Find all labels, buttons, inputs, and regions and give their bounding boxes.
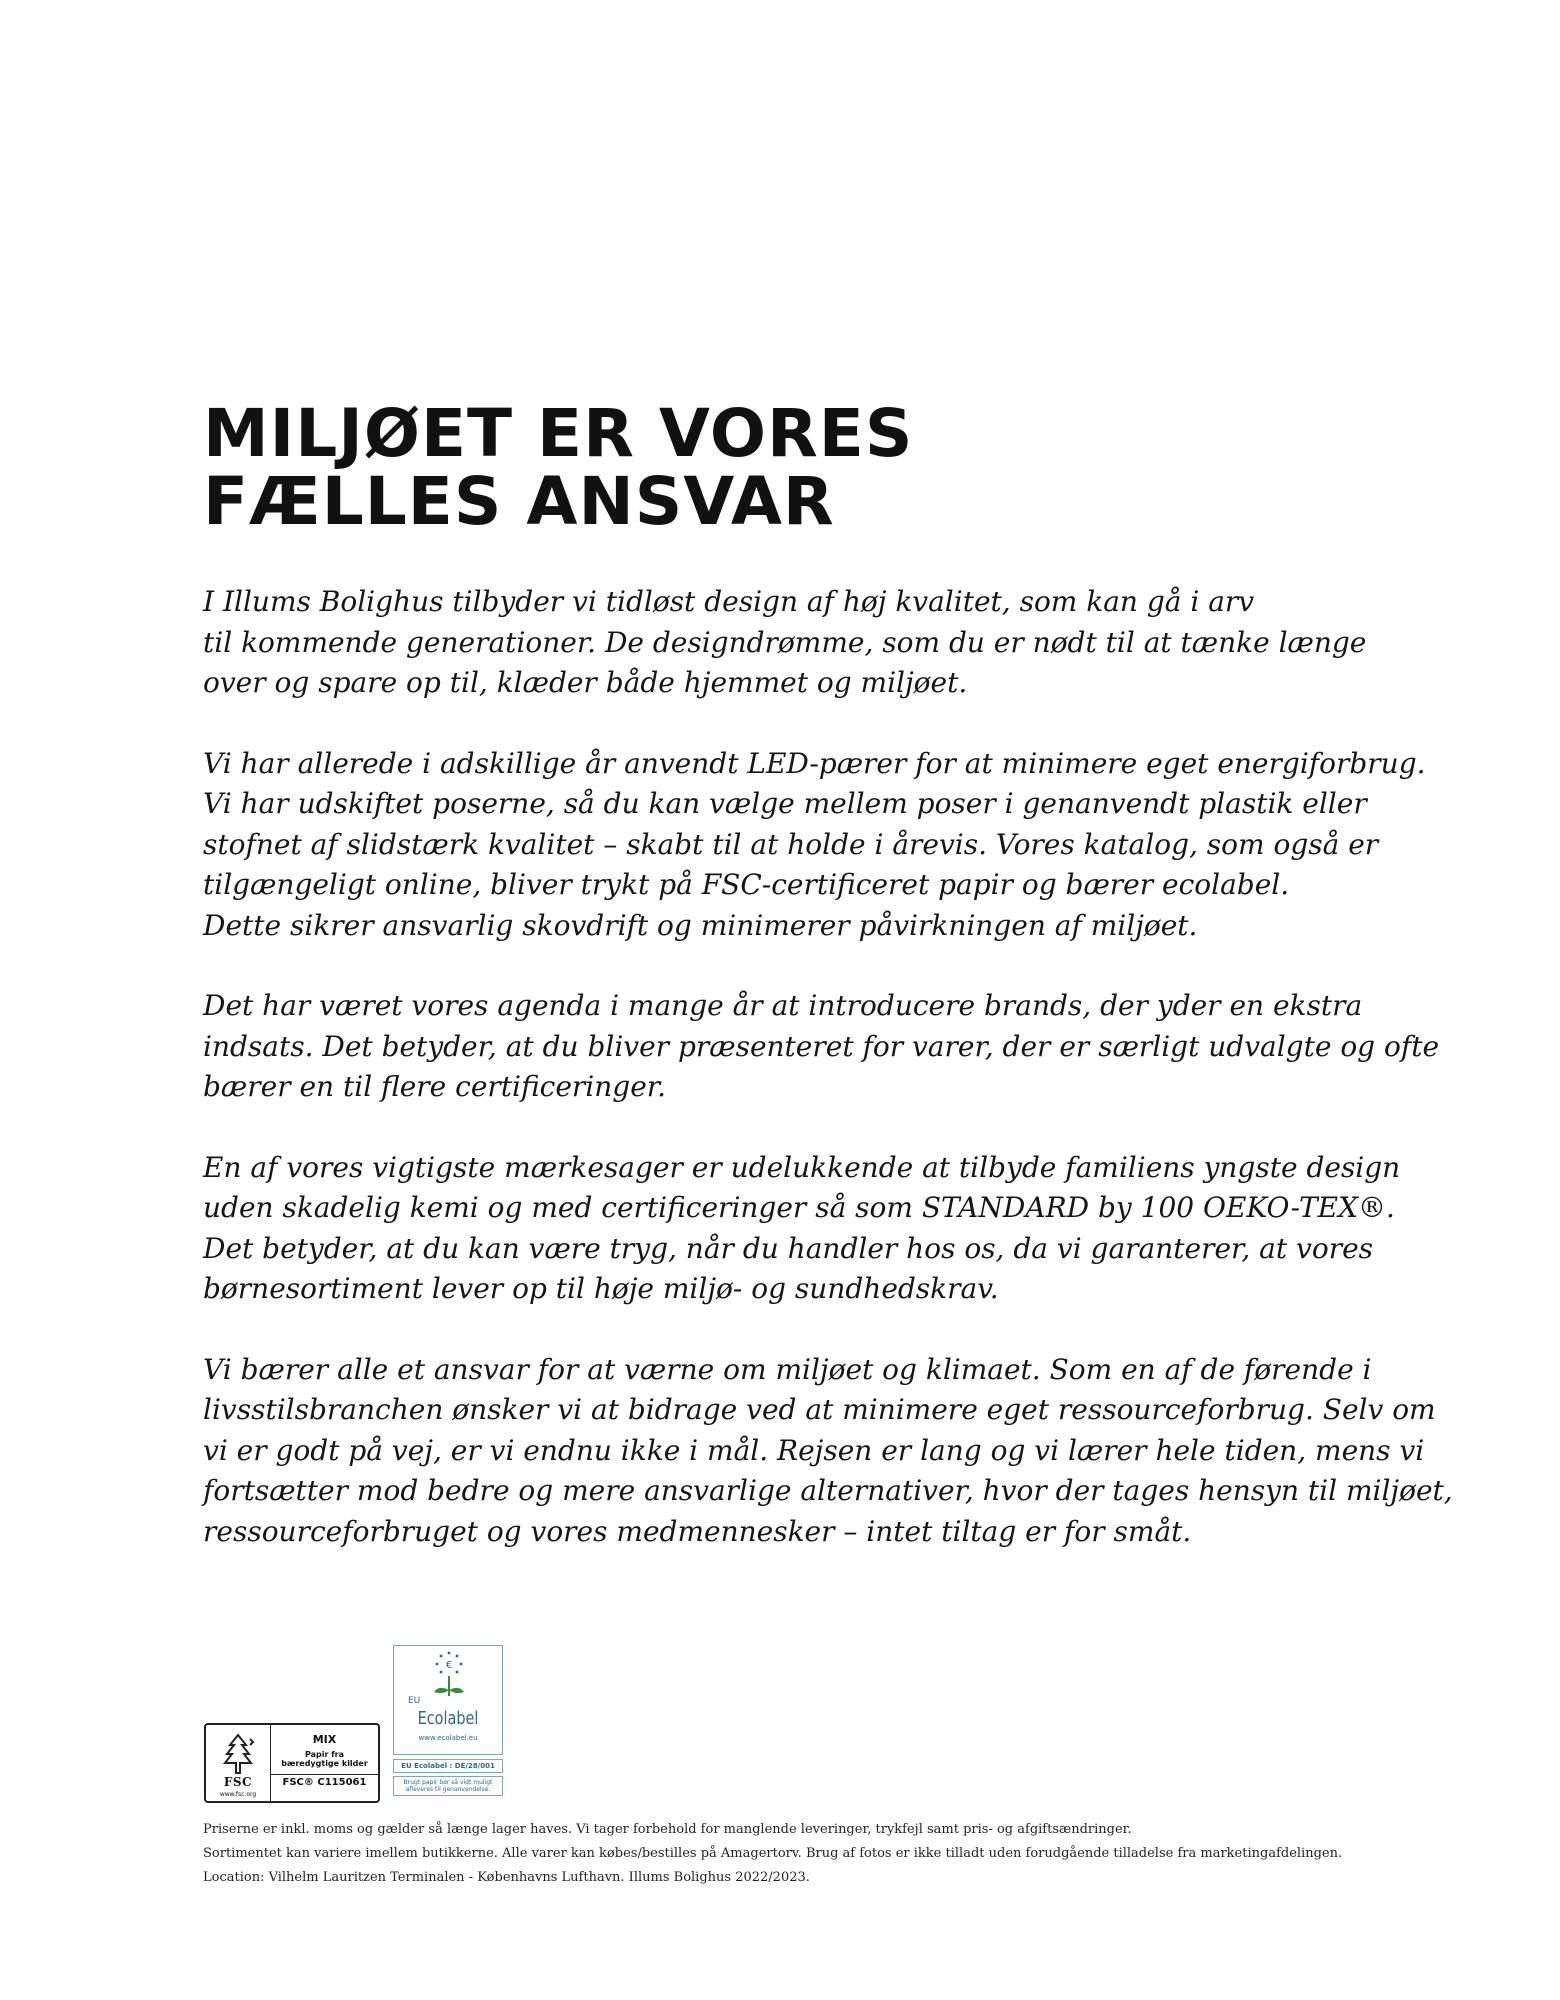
ecolabel-url: www.ecolabel.eu <box>418 1734 478 1742</box>
footer-line: Sortimentet kan variere imellem butikkerne. Alle varer kan købes/bestilles på Amagertorv. Brug af fotos er ikke tilladt uden forudgående tilladelse fra marketingafdelingen. <box>203 1846 1343 1861</box>
ecolabel-flower-icon <box>424 1650 474 1710</box>
paragraph-responsibility <box>203 1350 1453 1553</box>
paragraph-line: over og spare op til, klæder både hjemmet og miljøet. <box>203 666 968 699</box>
fsc-source <box>271 1750 378 1768</box>
footer-line: Priserne er inkl. moms og gælder så længe lager haves. Vi tager forbehold for manglende leveringer, trykfejl samt pris- og afgiftsændringer. <box>203 1822 1132 1837</box>
paragraph-line: Vi bærer alle et ansvar for at værne om miljøet og klimaet. Som en af de førende i <box>203 1352 1372 1386</box>
footer-line: Location: Vilhelm Lauritzen Terminalen - Københavns Lufthavn. Illums Bolighus 2022/2023. <box>203 1870 810 1885</box>
paragraph-line: Vi har allerede i adskillige år anvendt LED-pærer for at minimere eget energiforbrug. <box>203 746 1426 780</box>
page-title <box>203 395 1303 540</box>
paragraph-line: tilgængeligt online, bliver trykt på FSC-certificeret papir og bærer ecolabel. <box>203 868 1290 901</box>
paragraph-energy <box>203 744 1426 947</box>
fsc-tree-icon <box>214 1731 262 1779</box>
paragraph-line: uden skadelig kemi og med certificeringer så som STANDARD by 100 OEKO-TEX®. <box>203 1191 1395 1224</box>
footer-disclaimer <box>203 1818 1503 1890</box>
ecolabel-note-line-2: afleveres til genanvendelse. <box>405 1786 491 1793</box>
paragraph-line: fortsætter mod bedre og mere ansvarlige alternativer, hvor der tages hensyn til miljøet, <box>203 1474 1453 1507</box>
eu-ecolabel-logo <box>393 1645 503 1805</box>
paragraph-line: børnesortiment lever op til høje miljø- og sundhedskrav. <box>203 1272 999 1305</box>
ecolabel-eu: EU <box>408 1696 421 1706</box>
paragraph-line: Vi har udskiftet poserne, så du kan vælge mellem poser i genanvendt plastik eller <box>203 787 1367 820</box>
paragraph-line: til kommende generationer. De designdrømme, som du er nødt til at tænke længe <box>203 625 1367 659</box>
fsc-logo <box>204 1723 380 1803</box>
fsc-mix: MIX <box>312 1733 337 1746</box>
title-line-1: MILJØET ER VORES <box>203 395 914 472</box>
fsc-logo-mark <box>206 1725 271 1801</box>
paragraph-line: ressourceforbruget og vores medmennesker – intet tiltag er for småt. <box>203 1514 1192 1548</box>
body-text <box>203 582 1453 1592</box>
paragraph-line: indsats. Det betyder, at du bliver præsenteret for varer, der er særligt udvalgte og ofte <box>203 1029 1440 1063</box>
ecolabel-registration: EU Ecolabel : DE/28/001 <box>393 1759 503 1773</box>
paragraph-intro <box>203 582 1383 704</box>
paragraph-line: vi er godt på vej, er vi endnu ikke i mål. Rejsen er lang og vi lærer hele tiden, mens vi <box>203 1433 1425 1467</box>
fsc-source-line-2: bæredygtige kilder <box>281 1759 368 1768</box>
ecolabel-note-line-1: Brugt papir bør så vidt muligt <box>403 1779 493 1786</box>
paragraph-line: I Illums Bolighus tilbyder vi tidløst design af høj kvalitet, som kan gå i arv <box>203 585 1255 618</box>
eu-ecolabel-mark <box>393 1645 503 1755</box>
fsc-label <box>271 1725 378 1801</box>
fsc-license: FSC® C115061 <box>271 1774 378 1788</box>
ecolabel-name: Ecolabel <box>417 1708 479 1729</box>
ecolabel-recycling-note <box>393 1776 503 1796</box>
fsc-url: www.fsc.org <box>219 1791 257 1798</box>
fsc-brand: FSC <box>223 1775 253 1789</box>
paragraph-line: En af vores vigtigste mærkesager er udelukkende at tilbyde familiens yngste design <box>203 1150 1401 1184</box>
paragraph-line: bærer en til flere certificeringer. <box>203 1070 666 1103</box>
fsc-source-line-1: Papir fra <box>304 1750 345 1759</box>
paragraph-line: Det har været vores agenda i mange år at introducere brands, der yder en ekstra <box>203 989 1363 1022</box>
paragraph-children <box>203 1148 1401 1310</box>
paragraph-line: Dette sikrer ansvarlig skovdrift og minimerer påvirkningen af miljøet. <box>203 908 1198 942</box>
paragraph-brands <box>203 986 1440 1108</box>
paragraph-line: Det betyder, at du kan være tryg, når du handler hos os, da vi garanterer, at vores <box>203 1231 1374 1265</box>
paragraph-line: livsstilsbranchen ønsker vi at bidrage ved at minimere eget ressourceforbrug. Selv om <box>203 1393 1436 1426</box>
title-line-2: FÆLLES ANSVAR <box>203 463 835 540</box>
svg-text:€: € <box>445 1660 453 1671</box>
paragraph-line: stofnet af slidstærk kvalitet – skabt til at holde i årevis. Vores katalog, som også er <box>203 827 1379 861</box>
